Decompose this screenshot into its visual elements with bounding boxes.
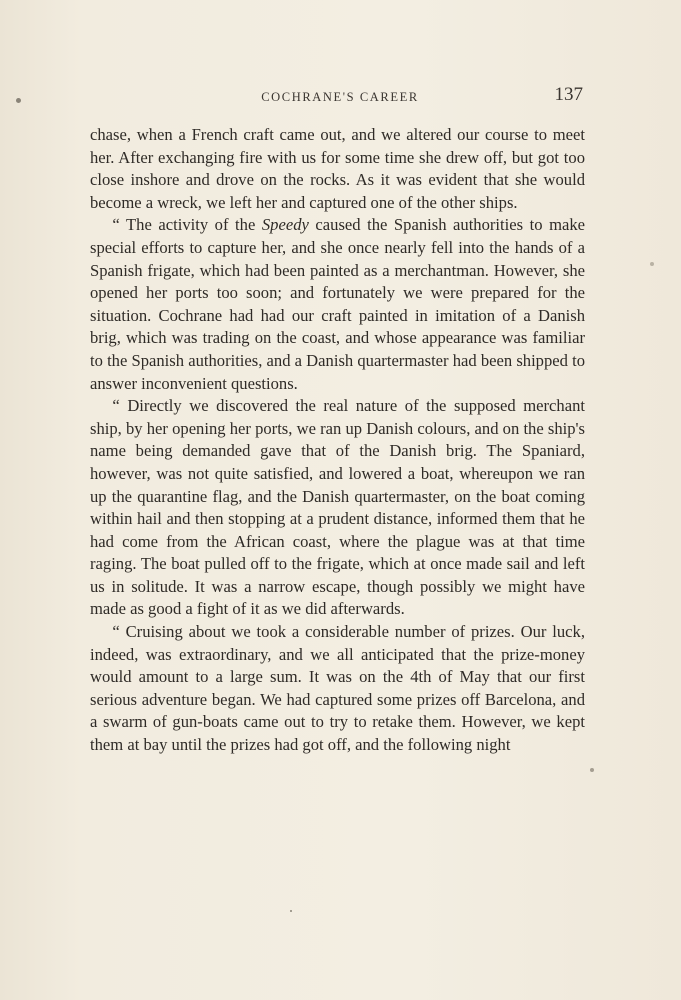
paragraph-text: “ Directly we discovered the real nature of the supposed merchant ship, by her opening her ports, we ran up Danish colours, and on the ship's name being demanded gave that of the Danish brig. The Spaniard, however, was not quite satisfied, and lowered a boat, whereupon we ran up the quarantine flag, and the Danish quartermaster, on the boat coming within hail and then stopping at a prudent distance, informed them that he had come from the African coast, where the plague was at that time raging. The boat pulled off to the frigate, which at once made sail and left us in solitude. It was a narrow escape, though possibly we might have made as good a fight of it as we did afterwards. bbox=[90, 396, 585, 619]
paragraph-text: “ Cruising about we took a considerable number of prizes. Our luck, indeed, was extraordinary, and we all anticipated that the prize-money would amount to a large sum. It was on the 4th of May that our first serious adventure began. We had captured some prizes off Barcelona, and a swarm of gun-boats came out to try to retake them. However, we kept them at bay until the prizes had got off, and the following night bbox=[90, 622, 585, 755]
body-text bbox=[90, 124, 585, 757]
ink-speck bbox=[16, 98, 21, 103]
running-title: COCHRANE'S CAREER bbox=[261, 90, 419, 104]
ink-speck bbox=[590, 768, 594, 772]
ink-speck bbox=[290, 910, 292, 912]
page-number: 137 bbox=[554, 84, 583, 105]
paragraph bbox=[90, 621, 585, 757]
running-head bbox=[90, 84, 590, 110]
paragraph bbox=[90, 124, 585, 214]
paragraph-text: “ The activity of the bbox=[112, 215, 262, 235]
paragraph bbox=[90, 214, 585, 395]
paragraph bbox=[90, 395, 585, 621]
ink-speck bbox=[650, 262, 654, 266]
paragraph-text: chase, when a French craft came out, and we altered our course to meet her. After exchanging fire with us for some time she drew off, but got too close inshore and drove on the rocks. As it was evident that she would become a wreck, we left her and captured one of the other ships. bbox=[90, 125, 585, 212]
ship-name: Speedy bbox=[261, 215, 309, 235]
paragraph-text: caused the Spanish authorities to make special efforts to capture her, and she once nearly fell into the hands of a Spanish frigate, which had been painted as a merchantman. However, she opened her ports too soon; and fortunately we were prepared for the situation. Cochrane had had our craft painted in imitation of a Danish brig, which was trading on the coast, and whose appearance was familiar to the Spanish authorities, and a Danish quartermaster had been shipped to answer inconvenient questions. bbox=[90, 215, 586, 393]
